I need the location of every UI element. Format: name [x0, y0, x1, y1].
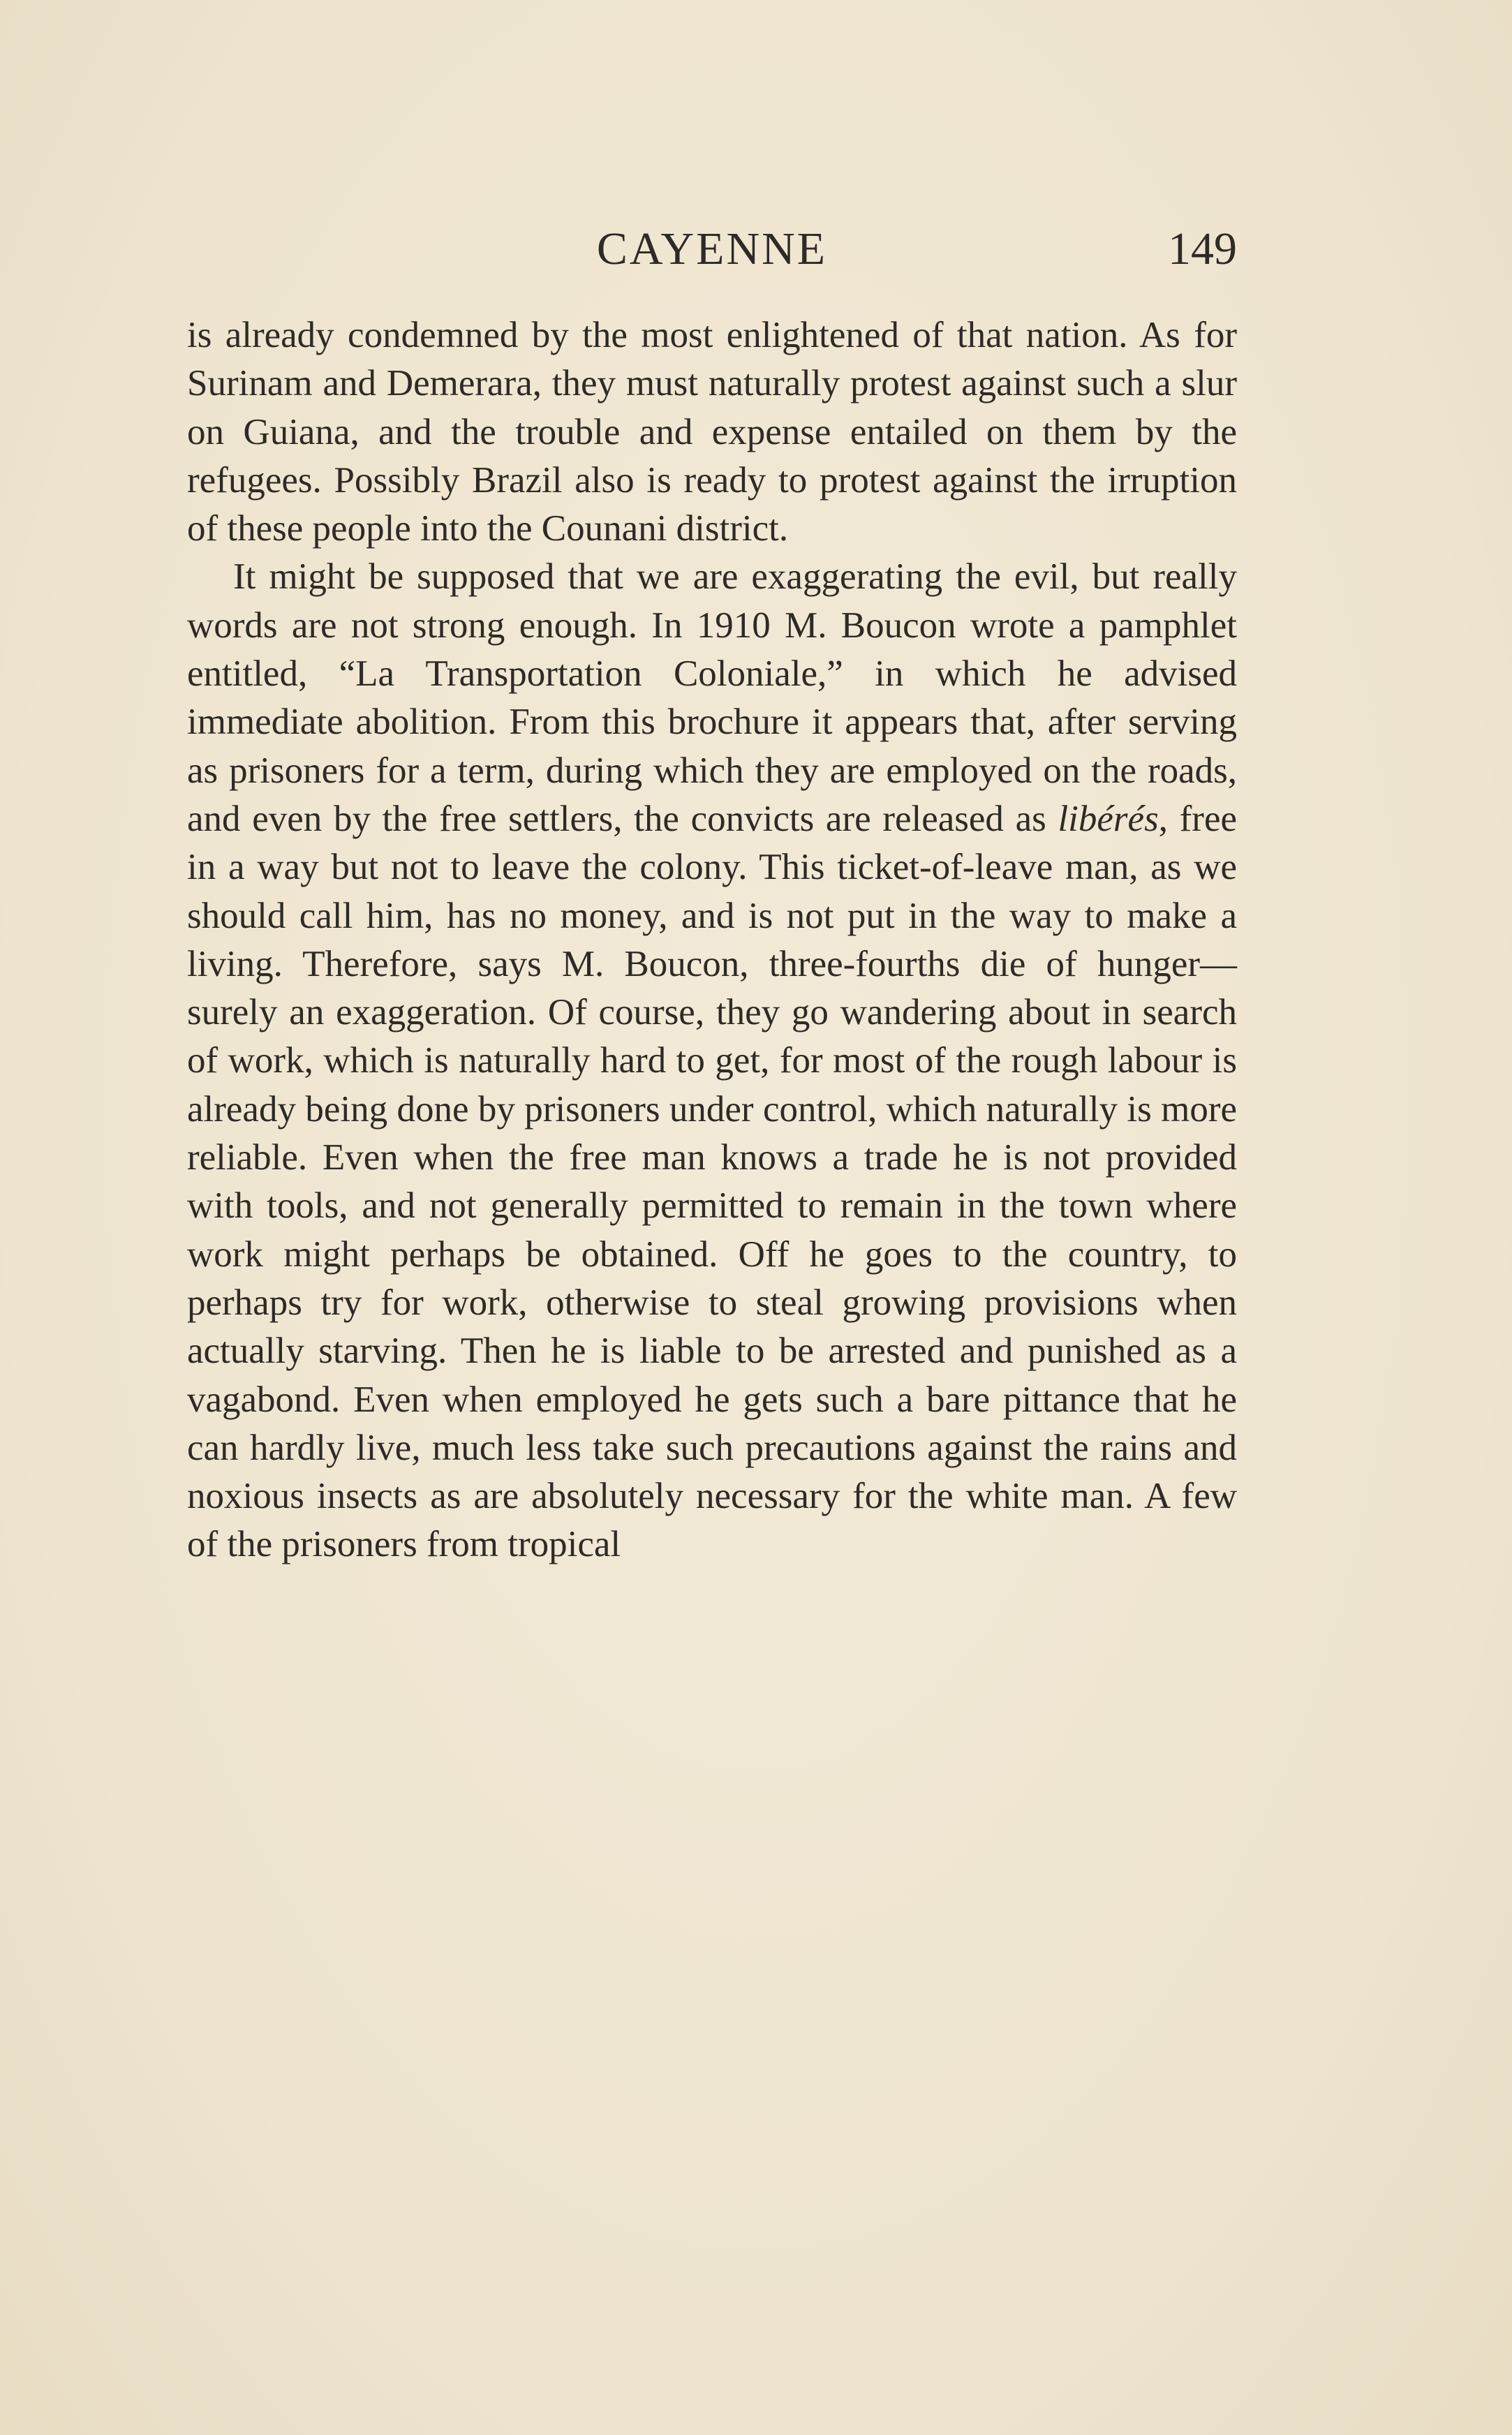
- paragraph-2: [187, 553, 1237, 1569]
- paragraph-2-text-before: It might be supposed that we are exaggerating the evil, but really words are not strong enough. In 1910 M. Boucon wrote a pamphlet entitled, “La Transportation Coloniale,” in which he advised immediate abolition. From this brochure it appears that, after serving as prisoners for a term, during which they are employed on the roads, and even by the free settlers, the convicts are released as: [187, 556, 1237, 839]
- italic-term-liberes: libérés: [1058, 798, 1159, 839]
- body-text: [187, 311, 1237, 1569]
- running-title: CAYENNE: [596, 223, 828, 274]
- page-header: [187, 218, 1237, 281]
- paragraph-2-text-after: , free in a way but not to leave the colony. This ticket-of-leave man, as we should call him, has no money, and is not put in the way to make a living. Therefore, says M. Boucon, three-fourths die of hunger—surely an exaggeration. Of course, they go wandering about in search of work, which is naturally hard to get, for most of the rough labour is already being done by prisoners under control, which naturally is more reliable. Even when the free man knows a trade he is not provided with tools, and not generally permitted to remain in the town where work might perhaps be obtained. Off he goes to the country, to perhaps try for work, otherwise to steal growing provisions when actually starving. Then he is liable to be arrested and punished as a vagabond. Even when employed he gets such a bare pittance that he can hardly live, much less take such precautions against the rains and noxious insects as are absolutely necessary for the white man. A few of the prisoners from tropical: [187, 798, 1237, 1565]
- page-number: 149: [1168, 223, 1237, 274]
- paragraph-1: is already condemned by the most enlightened of that nation. As for Surinam and Demerara, they must naturally protest against such a slur on Guiana, and the trouble and expense entailed on them by the refugees. Possibly Brazil also is ready to protest against the irruption of these people into the Counani district.: [187, 315, 1237, 549]
